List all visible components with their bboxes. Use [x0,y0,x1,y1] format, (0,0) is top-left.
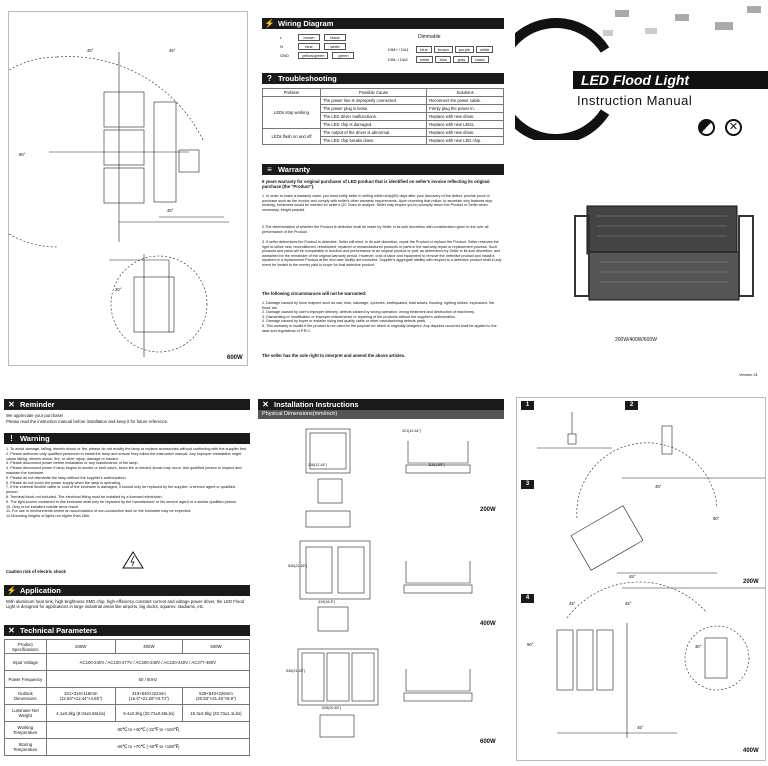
wiring-table [280,33,354,60]
warning-item: 2. Please authorize only qualified personnel to install the lamp and ensure they follow the instruction manual. Any improper installation might cause falling, electric shock, fire, or other injury, damage or hazard. [6,451,242,461]
models-label: 200W/400W/600W [615,337,657,343]
installation-steps-drawing [517,398,767,762]
table-row: Outlook Dimensions 321×316×118mm (12.64"×12.44"×4.65") 419×540×222mm (16.5"×21.26"×8.74") 528×540×226mm (20.83"×21.26"×8.9") [5,688,250,705]
angle-label: 45° [625,601,632,606]
angle-label: 30° [115,287,122,292]
warning-item: 4. Please disconnect power if lamp begins to smoke or emit odors, since fire or electric shock may occur. Ask qualified person to inspect and maintain the luminaire. [6,466,242,475]
dim-label: 540(21.26") [286,669,306,673]
table-row: Product Specifications 200W 400W 600W [5,640,250,654]
dimension-drawings [258,421,504,761]
bolt-icon: ⚡ [264,19,275,28]
angle-label: 45° [169,48,176,53]
warranty-p2: 2.The determination of whether the Product is defective shall be made by Seller in its sole discretion with consideration given to the over all performance of the Product. [262,225,489,234]
table-row: Luminaire Net Weight 4.1±0.3kg (9.04±0.66Lbs) 9.4±0.3kg (20.72±0.66Lbs) 15.3±0.5kg (33.73±1.1Lbs) [5,705,250,722]
reminder-line1: We appreciate your purchase! [6,413,64,418]
flood-light-illustration [567,196,767,316]
step-badge: 3 [521,480,534,489]
troubleshooting-header [262,73,504,84]
tools-icon: ✕ [8,626,15,635]
info-panel [258,11,508,366]
wire-row: L brown black [280,33,354,42]
wiring-title: Wiring Diagram [278,19,334,28]
application-title: Application [20,586,61,595]
dim-label: 540(21.26") [288,564,308,568]
angle-label: 90° [19,152,26,157]
reminder-title: Reminder [20,400,55,409]
step-badge: 2 [625,401,638,410]
mounting-diagram-panel [8,11,248,366]
angle-label: 45° [637,725,644,730]
table-row: Power Frequency 50 / 60Hz [5,671,250,688]
exclamation-icon: ! [10,434,13,443]
wire-row: N blue white [280,42,354,51]
dim-label: 419(16.5") [318,600,336,604]
dim-table [388,44,493,64]
warning-item: 1. To avoid damage, falling, electric shock or fire, please do not modify the lamp or replace accessories without confirming with the supplier first. [6,447,248,451]
warranty-circ-title: The following circumstances will not be warranted: [262,291,367,296]
mounting-angle-diagram [9,12,249,367]
warning-item: 12.Mounting heights of lights not higher than 28m. [6,514,91,519]
reminder-header [4,399,250,410]
step-badge: 1 [521,401,534,410]
warranty-circ: 1. Damage caused by force majeure such as war, riots, sabotage, cyclones, earthquakes, tidal waves, flooding, lighting strikes, explosions, fire, flood, etc. 2. Damage caused by user's improper delivery, defects caused by wrong operation, wrong treatment and destruction of machinery. 3. Dismantling or modification or improper maintenance or repairing of the products without the supplier's authorization. 4. Damage caused by buyer or installer using bad quality cable or other manufacturing defects parts. 5. This warranty is invalid if the product is not used for the purpose for which is originally designed. Any disputes occurred shall be applied to the laws and regulations of P.R.C. [262,301,497,333]
params-header [4,625,250,636]
dimmable-label: Dimmable [418,34,441,40]
bolt-icon: ⚡ [6,586,17,595]
warranty-header [262,164,504,175]
table-row: Storing Temperature -40℃ to +70℃ (-40℉ to +158℉) [5,739,250,756]
table-row: Working Temperature -30℃ to +40℃ (-22℉ to +104℉) [5,722,250,739]
size-label: 600W [480,739,496,745]
warning-item: 11. For use in environments where an accumulation of non-conductive dust on the luminaire may be expected. [6,509,192,514]
tools-icon: ✕ [262,400,269,409]
wire-row: GND yellow/green green [280,51,354,60]
cover-panel [515,0,768,382]
warning-item: 6. Please do not touch the power supply when the lamp is operating. [6,480,122,485]
size-label: 400W [743,748,759,754]
angle-label: 90° [713,516,720,521]
steps-panel [516,397,766,761]
dim-row: DIM+ / DA1 blue brown purple white [388,44,493,54]
warranty-intro: 5 years warranty for original purchaser of LED product that is identified on seller's invoice reflecting its original purchase (the "Product"). [262,179,490,190]
step-badge: 4 [521,594,534,603]
angle-label: 45° [167,208,174,213]
warranty-p1: 1. In order to make a warranty claim, you must notify seller in writing within sixty(60) days after your discovery of the defect, provide proof of purchase such as the invoice and comply with seller's other warranty requirements. Upon receiving that notice, to ascertain why features stop working, evidences would be needed for seller's QC Team to analyze. Seller may require you to promptly return the Product to Seller when necessary, freight prepaid. [262,194,493,212]
tools-icon: ✕ [8,400,15,409]
dim-row: DIM- / DA2 white blue gray black [388,54,493,64]
size-label: 600W [227,355,243,361]
application-text: With aluminum heat sink, high-brightness SMD chip, high-efficiency constant current and voltage power driver, the LED Flood Light is designed for applications in large industrial areas like airports, big docks, squares, stadiums, etc. [6,599,245,610]
electric-shock-icon [122,551,144,569]
warranty-title: Warranty [278,165,311,174]
angle-label: 45° [569,601,576,606]
question-icon: ? [267,74,272,83]
dim-label: 316(12.44") [308,463,328,467]
params-title: Technical Parameters [20,626,97,635]
warning-title: Warning [20,434,50,443]
installation-title: Installation Instructions [274,400,359,409]
warning-item: 8. Terminal block not included. The electrical fitting must be installed by a licensed electrician. [6,494,163,499]
dim-label: 528(20.83") [322,706,342,710]
warranty-p3: 3. If seller determines the Product is defective, Seller will elect, in its sole discretion, repair the Product or replace the Product. Seller reserves the right to utilize new, reconditioned, refurbished, repaired or remanufactured products or parts in the warranty repair or replacement process. Such products and parts will be comparable in function and performance to an original product or part, as determined by Seller in its sole discretion, and warranted for the remainder of the original warranty period. However, cost of labor and equipment to remove the defective product and install a repaired or a replacement Product at the end-user facility are excluded. Supplier's aggregate liability with respect to a defective product shall in any event be limited to the money paid to buyer for that defective product. [262,240,502,267]
params-table [4,639,250,756]
application-header [4,585,250,596]
troubleshooting-title: Troubleshooting [278,74,337,83]
angle-label: 90° [527,642,534,647]
tools-icon: ✕ [725,119,742,136]
dim-label: 321(12.64") [402,429,422,433]
shock-caption: Caution risk of electric shock [6,569,66,574]
table-row: Input Voltage AC100-240V / AC100-277V / AC200-240V / AC220-240V / AC277-480V [5,654,250,671]
installation-panel [258,399,504,761]
warning-item: 7. If the external flexible cable or cord of the luminaire is damaged, it should only be replaced by the supplier, a service agent or qualified person. [6,485,236,495]
size-label: 200W [480,507,496,513]
troubleshooting-table: Problem Possible Cause Solutions LEDs stop working The power line is improperly connected. Reconnect the power cable. The power plug is loose. Firmly plug the power in. The LED driver malfunctions. Replace with new driver. The LED chip is damaged. Replace with new LEDs. LEDs flash on and off The output of the driver is abnormal. Replace with new driver. The LED chip breaks down. Replace with new LED chip. [262,88,504,145]
dim-label: 118(4.65") [428,463,445,467]
warranty-closing: The seller has the sole right to interpret and amend the above articles. [262,353,406,358]
warning-list [6,447,248,519]
warning-header [4,433,250,444]
safety-panel [4,399,250,761]
warning-item: 9. The light source contained in this luminaire shall only be replaced by the manufacturer or his service agent or a similar qualified person. [6,499,238,504]
installation-header [258,399,504,410]
angle-label: 45° [87,48,94,53]
angle-label: 45° [655,484,662,489]
reminder-line2: Please read the instruction manual before installation and keep it for future reference. [6,419,169,424]
moon-icon [698,119,715,136]
size-label: 400W [480,621,496,627]
cover-subtitle: Instruction Manual [577,93,693,108]
dimensions-subheader: Physical Dimensions(mm/inch) [258,410,504,419]
version-label: Version 01 [739,372,758,377]
wiring-header [262,18,504,29]
warning-item: 3. Please disconnect power before installation or any maintenance of the lamp. [6,461,139,466]
cover-title-bar: LED Flood Light [573,71,768,89]
warning-item: 10. Only to be installed outside arms reach. [6,504,80,509]
angle-label: 45° [629,574,636,579]
angle-label: 30° [695,644,702,649]
size-label: 200W [743,579,759,585]
warning-item: 5. Please do not dismantle the lamp without the supplier's authorization. [6,475,127,480]
document-icon: ≡ [267,165,272,174]
